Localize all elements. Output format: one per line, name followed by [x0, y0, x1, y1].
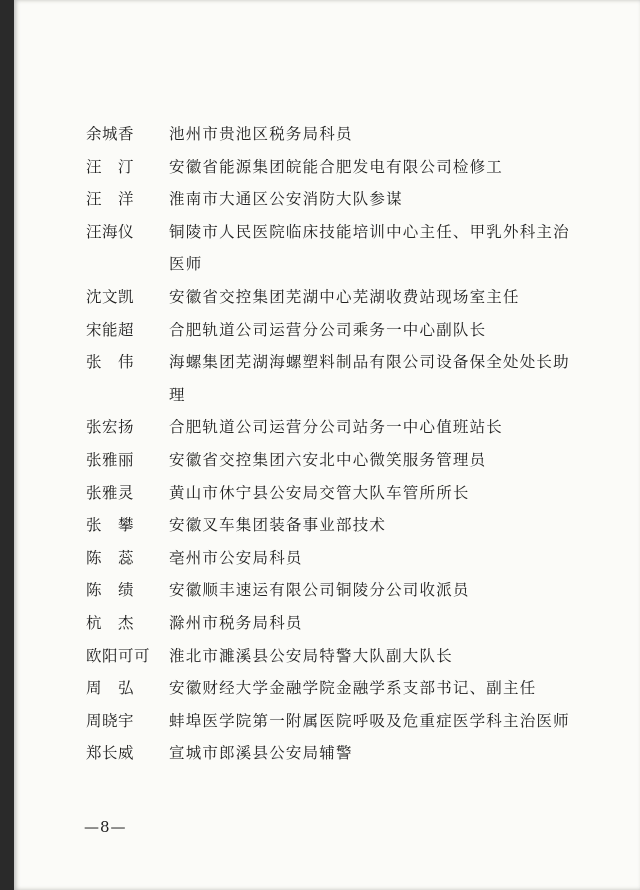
- list-item: [86, 705, 586, 738]
- person-name: 汪 洋: [86, 190, 135, 209]
- document-page: [14, 0, 640, 890]
- person-title: 合肥轨道公司运营分公司乘务一中心副队长: [169, 320, 487, 339]
- person-title: 黄山市休宁县公安局交管大队车管所所长: [169, 483, 470, 502]
- person-name: 陈 蕊: [86, 548, 135, 567]
- list-item: [86, 411, 586, 444]
- person-name: 郑长威: [86, 744, 135, 763]
- person-name: 张雅丽: [86, 450, 135, 469]
- list-item: [86, 574, 586, 607]
- person-name: 沈文凯: [86, 287, 135, 306]
- list-item: [86, 281, 586, 314]
- list-item: [86, 542, 586, 575]
- list-item: [86, 183, 586, 216]
- list-item: [86, 216, 586, 281]
- person-title: 安徽财经大学金融学院金融学系支部书记、副主任: [169, 679, 537, 698]
- person-name: 陈 绩: [86, 581, 135, 600]
- person-title: 淮南市大通区公安消防大队参谋: [169, 190, 403, 209]
- person-title: 淮北市濉溪县公安局特警大队副大队长: [169, 646, 453, 665]
- person-title: 安徽省交控集团芜湖中心芜湖收费站现场室主任: [169, 287, 520, 306]
- list-item: [86, 672, 586, 705]
- page-number: —8—: [84, 818, 127, 836]
- person-title: 蚌埠医学院第一附属医院呼吸及危重症医学科主治医师: [169, 711, 570, 730]
- list-item: [86, 346, 586, 411]
- person-name: 欧阳可可: [86, 646, 151, 665]
- person-name: 汪 汀: [86, 157, 135, 176]
- person-title: 亳州市公安局科员: [169, 548, 303, 567]
- list-item: [86, 477, 586, 510]
- person-name: 汪海仪: [86, 222, 135, 241]
- person-title: 滁州市税务局科员: [169, 613, 303, 632]
- list-item: [86, 314, 586, 347]
- person-title: 海螺集团芜湖海螺塑料制品有限公司设备保全处处长助理: [169, 353, 570, 404]
- person-name: 杭 杰: [86, 613, 135, 632]
- person-name: 余城香: [86, 125, 135, 143]
- person-name: 张宏扬: [86, 418, 135, 437]
- honoree-list: [86, 118, 586, 770]
- list-item: [86, 640, 586, 673]
- person-title: 宣城市郎溪县公安局辅警: [169, 744, 353, 763]
- person-name: 张 伟: [86, 353, 135, 372]
- person-name: 张雅灵: [86, 483, 135, 502]
- person-title: 合肥轨道公司运营分公司站务一中心值班站长: [169, 418, 504, 437]
- list-item: [86, 607, 586, 640]
- person-title: 安徽叉车集团装备事业部技术: [169, 516, 387, 535]
- person-name: 周晓宇: [86, 711, 135, 730]
- person-title: 安徽顺丰速运有限公司铜陵分公司收派员: [169, 581, 470, 600]
- person-title: 池州市贵池区税务局科员: [169, 125, 353, 143]
- person-title: 铜陵市人民医院临床技能培训中心主任、甲乳外科主治医师: [169, 222, 570, 274]
- list-item: [86, 509, 586, 542]
- list-item: [86, 737, 586, 770]
- person-name: 张 攀: [86, 516, 135, 535]
- list-item: [86, 118, 586, 151]
- list-item: [86, 151, 586, 184]
- person-title: 安徽省能源集团皖能合肥发电有限公司检修工: [169, 157, 504, 176]
- person-title: 安徽省交控集团六安北中心微笑服务管理员: [169, 450, 487, 469]
- list-item: [86, 444, 586, 477]
- person-name: 宋能超: [86, 320, 135, 339]
- person-name: 周 弘: [86, 679, 135, 698]
